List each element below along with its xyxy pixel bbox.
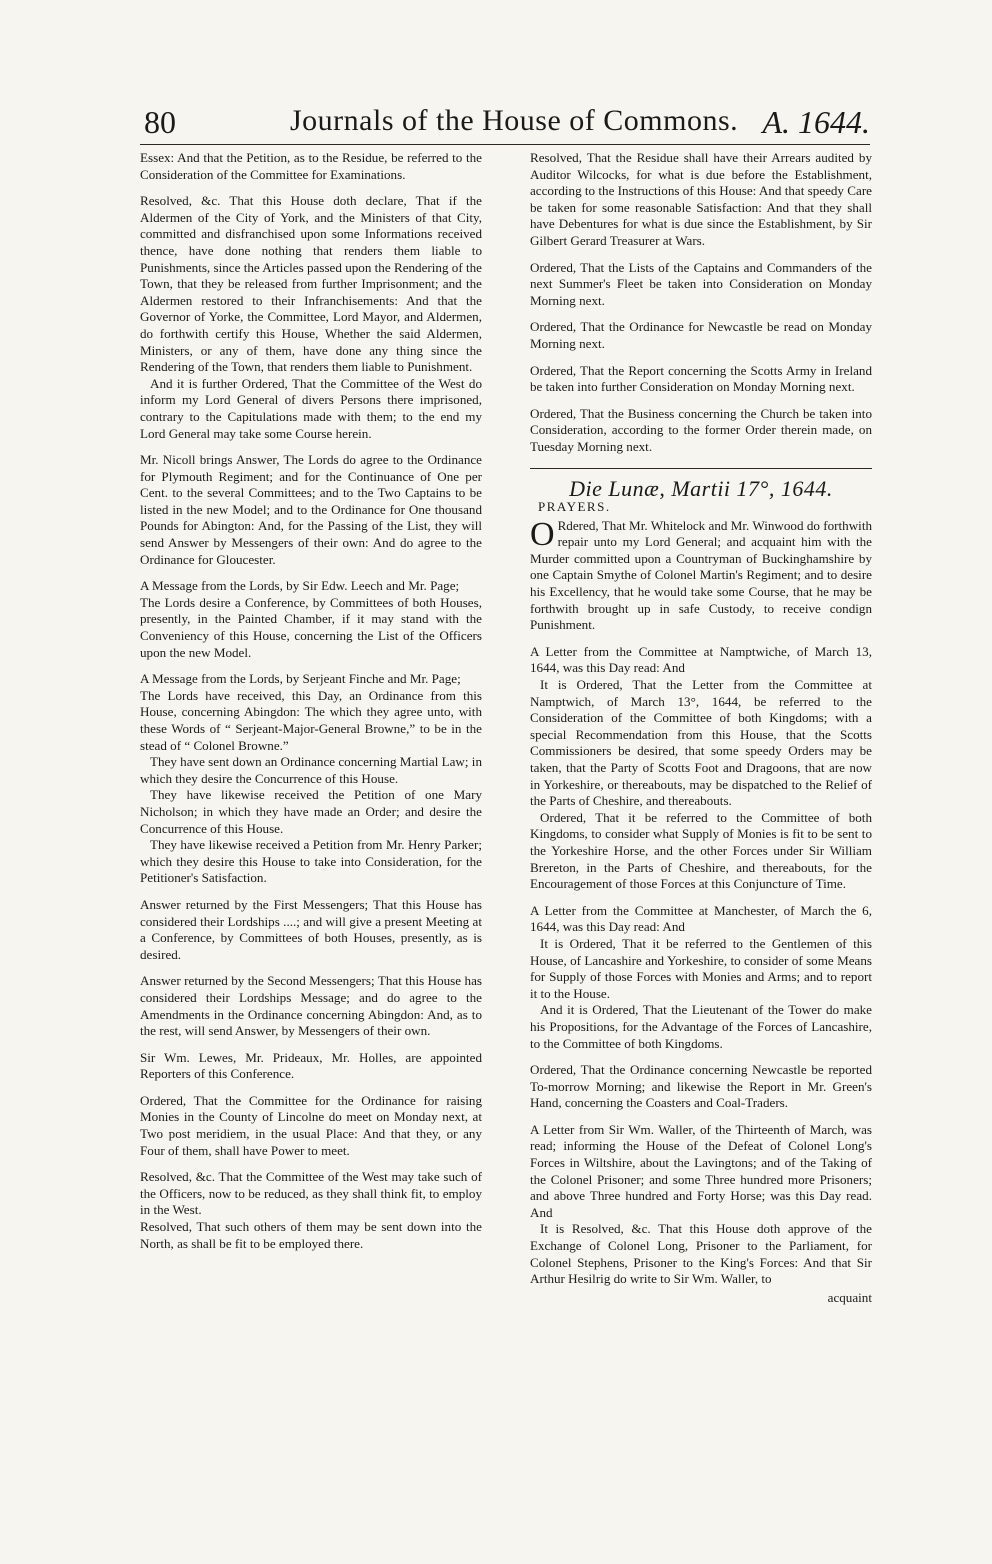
- paragraph: It is Ordered, That it be referred to the Gentlemen of this House, of Lancashire and Yorkeshire, to consider of some Means for Supply of those Forces with Monies and Arms; and to report it to the House.: [530, 935, 872, 1001]
- paragraph: Ordered, That the Lists of the Captains and Commanders of the next Summer's Fleet be taken into Consideration on Monday Morning next.: [530, 259, 872, 308]
- paragraph: They have likewise received the Petition of one Mary Nicholson; in which they have made an Order; and desire the Concurrence of this House.: [140, 787, 482, 836]
- running-title: Journals of the House of Commons.: [290, 104, 739, 137]
- paragraph: The Lords desire a Conference, by Committees of both Houses, presently, in the Painted Chamber, if it may stand with the Conveniency of this House, concerning the List of the Officers upon the new Model.: [140, 594, 482, 660]
- paragraph: Sir Wm. Lewes, Mr. Prideaux, Mr. Holles, are appointed Reporters of this Conference.: [140, 1049, 482, 1082]
- left-column: [140, 150, 482, 1262]
- paragraph: A Letter from Sir Wm. Waller, of the Thirteenth of March, was read; informing the House of the Defeat of Colonel Long's Forces in Wiltshire, about the Lavingtons; and of the Taking of the Colonel Prisoner; and some Three hundred more Prisoners; and above Three hundred and Forty Horse; was this Day read. And: [530, 1121, 872, 1220]
- opening-paragraph: [530, 515, 872, 634]
- paragraph: Resolved, &c. That the Committee of the West may take such of the Officers, now to be reduced, as they shall think fit, to employ in the West.: [140, 1169, 482, 1218]
- paragraph: And it is Ordered, That the Lieutenant of the Tower do make his Propositions, for the Advantage of the Forces of Lancashire, to the Committee of both Kingdoms.: [530, 1002, 872, 1051]
- paragraph: Resolved, That such others of them may be sent down into the North, as shall be fit to be employed there.: [140, 1219, 482, 1251]
- paragraph: Answer returned by the Second Messengers; That this House has considered their Lordships Message; and do agree to the Amendments in the Ordinance concerning Abingdon: And, as to the rest, will send Answer, by Messengers of their own.: [140, 973, 482, 1039]
- section-divider: [530, 468, 872, 469]
- paragraph: A Message from the Lords, by Serjeant Finche and Mr. Page;: [140, 671, 461, 687]
- paragraph: It is Resolved, &c. That this House doth approve of the Exchange of Colonel Long, Prisoner to the Parliament, for Colonel Stephens, Prisoner to the King's Forces: And that Sir Arthur Hesilrig do write to Sir Wm. Waller, to: [530, 1221, 872, 1287]
- paragraph: A Message from the Lords, by Sir Edw. Leech and Mr. Page;: [140, 578, 460, 594]
- paragraph: Ordered, That the Report concerning the Scotts Army in Ireland be taken into further Consideration on Monday Morning next.: [530, 362, 872, 395]
- paragraph: Resolved, That the Residue shall have their Arrears audited by Auditor Wilcocks, for what is due before the Establishment, according to the Instructions of this House: And that speedy Care be taken for some reasonable Satisfaction: And that they shall have Debentures for what is due since the Establishment, by Sir Gilbert Gerard Treasurer at Wars.: [530, 150, 872, 248]
- paragraph: Essex: And that the Petition, as to the Residue, be referred to the Consideration of the Committee for Examinations.: [140, 150, 482, 182]
- paragraph: Ordered, That the Business concerning the Church be taken into Consideration, according to the former Order therein made, on Tuesday Morning next.: [530, 405, 872, 454]
- right-column: [530, 150, 872, 1306]
- page-header: [140, 100, 870, 145]
- page-number: 80: [144, 104, 176, 140]
- prayers-heading: PRAYERS.: [538, 499, 611, 515]
- paragraph: The Lords have received, this Day, an Ordinance from this House, concerning Abingdon: The which they agree unto, with these Words of “ Serjeant-Major-General Browne,” to be in the stead of “ Colonel Browne.”: [140, 687, 482, 753]
- paragraph: Ordered, That the Committee for the Ordinance for raising Monies in the County of Lincolne do meet on Monday next, at Two post meridiem, in the usual Place: And that they, or any Four of them, shall have Power to meet.: [140, 1092, 482, 1158]
- paragraph: Ordered, That it be referred to the Committee of both Kingdoms, to consider what Supply of Monies is fit to be sent to the Yorkeshire Horse, and the other Forces under Sir William Brereton, in the Parts of Cheshire, and thereabouts, for the Encouragement of those Forces at this Conjuncture of Time.: [530, 809, 872, 892]
- paragraph: Mr. Nicoll brings Answer, The Lords do agree to the Ordinance for Plymouth Regiment; and for the Continuance of One per Cent. to the several Committees; and to the Two Captains to be listed in the new Model; and to the Ordinance for One thousand Pounds for Abington: And, for the Passing of the List, they will send Answer by Messengers of their own: And do agree to the Ordinance for Gloucester.: [140, 452, 482, 567]
- paragraph: Ordered, That the Ordinance concerning Newcastle be reported To-morrow Morning; and likewise the Report in Mr. Green's Hand, concerning the Coasters and Coal-Traders.: [530, 1062, 872, 1111]
- paragraph: A Letter from the Committee at Namptwiche, of March 13, 1644, was this Day read: And: [530, 643, 872, 676]
- drop-cap: O: [530, 515, 555, 553]
- paragraph: They have likewise received a Petition from Mr. Henry Parker; which they desire this House to take into Consideration, for the Petitioner's Satisfaction.: [140, 837, 482, 886]
- paragraph: Ordered, That the Ordinance for Newcastle be read on Monday Morning next.: [530, 319, 872, 351]
- paragraph: Resolved, &c. That this House doth declare, That if the Aldermen of the City of York, and the Ministers of that City, committed and disfranchised upon some Informations received thence, have done nothing that renders them liable to Punishments, since the Articles passed upon the Rendering of the Town, that they be released from further Imprisonment; and the Aldermen restored to their Infranchisements: And that the Governor of Yorke, the Committee, Lord Mayor, and Aldermen, do forthwith certify this House, Whether the said Aldermen, Ministers, or any of them, have done any thing since the Rendering of the Town, that renders them liable to Punishment.: [140, 193, 482, 375]
- catchword: acquaint: [827, 1289, 872, 1305]
- paragraph: It is Ordered, That the Letter from the Committee at Namptwich, of March 13°, 1644, be referred to the Consideration of the Committee of both Kingdoms; with a special Recommendation from this House, that the Scotts Commissioners be desired, that some speedy Orders may be taken, that the Party of Scotts Foot and Dragoons, that are now in Yorkeshire, or thereabouts, may be dispatched to the Relief of the Parts of Cheshire, and thereabouts.: [530, 677, 872, 809]
- running-year: A. 1644.: [762, 104, 870, 140]
- session-dateline: Die Lunæ, Martii 17°, 1644.: [569, 475, 833, 501]
- opening-text: Rdered, That Mr. Whitelock and Mr. Winwood do forthwith repair unto my Lord General; and acquaint him with the Murder committed upon a Countryman of Buckinghamshire by one Captain Smythe of Colonel Martin's Regiment; and to desire his Excellency, that he would take some Course, that he may be forthwith brought up in safe Custody, to receive condign Punishment.: [530, 517, 872, 633]
- paragraph: Answer returned by the First Messengers; That this House has considered their Lordships ....; and will give a present Meeting at a Conference, by Committees of both Houses, presently, as is desired.: [140, 896, 482, 962]
- paragraph: A Letter from the Committee at Manchester, of March the 6, 1644, was this Day read: And: [530, 902, 872, 935]
- paragraph: And it is further Ordered, That the Committee of the West do inform my Lord General of divers Persons there imprisoned, contrary to the Capitulations made with them; to the end my Lord General may take some Course herein.: [140, 375, 482, 441]
- paragraph: They have sent down an Ordinance concerning Martial Law; in which they desire the Concurrence of this House.: [140, 754, 482, 786]
